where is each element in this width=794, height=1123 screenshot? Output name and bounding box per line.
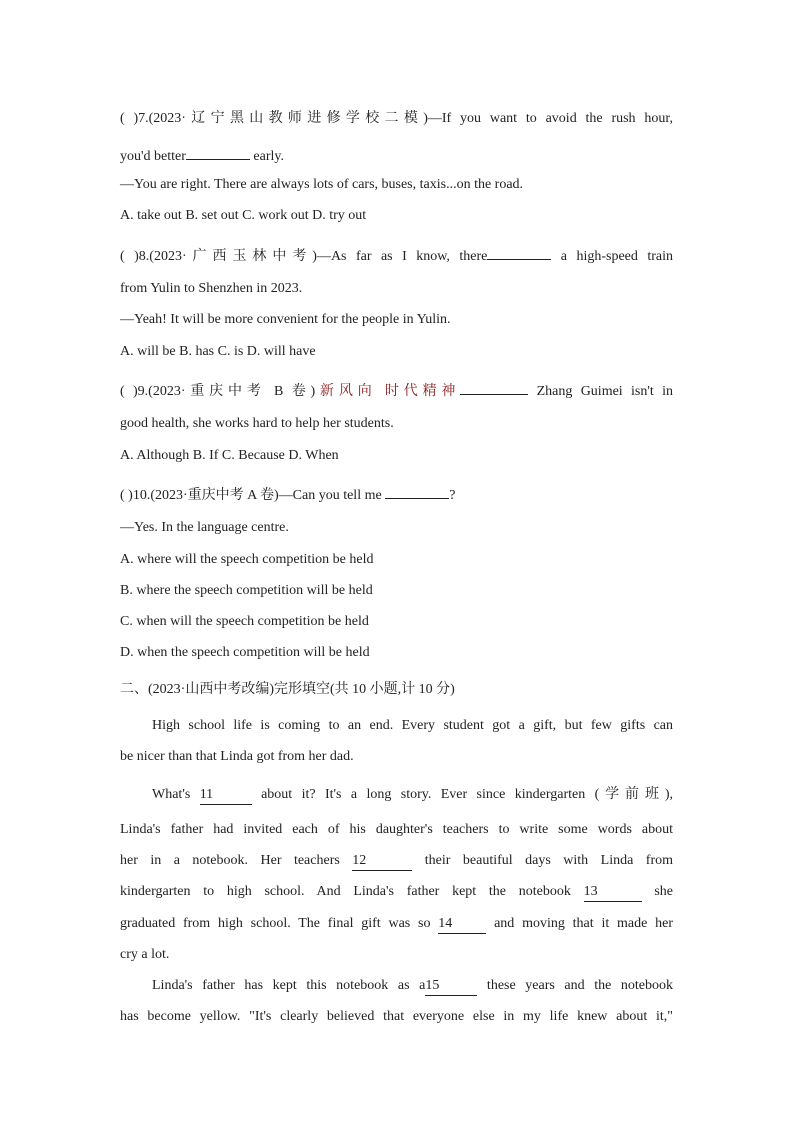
q7-stem-text-3: early. xyxy=(249,149,284,164)
passage-text: she xyxy=(641,884,673,899)
q10-stem-text: ( )10.(2023·重庆中考 A 卷)—Can you tell me xyxy=(120,488,386,503)
q7-response: —You are right. There are always lots of cars, buses, taxis...on the road. xyxy=(120,177,524,192)
q7-options: A. take out B. set out C. work out D. try out xyxy=(120,208,367,223)
q10-answer-blank[interactable] xyxy=(385,484,449,499)
q8-options: A. will be B. has C. is D. will have xyxy=(120,344,316,359)
q8-stem-text-2: a high-speed train xyxy=(551,249,673,264)
passage-text: her in a notebook. Her teachers xyxy=(120,853,353,868)
q9-answer-blank[interactable] xyxy=(460,380,528,395)
q9-stem-text: ( )9.(2023·重庆中考 B 卷) xyxy=(120,384,316,399)
q9-theme-tag: 新风向 时代精神 xyxy=(315,384,461,399)
passage-p2-line5 xyxy=(120,915,673,934)
q9-stem-line2: good health, she works hard to help her students. xyxy=(120,416,394,431)
passage-p2-line1 xyxy=(120,786,673,805)
blank-15[interactable]: 15 xyxy=(425,977,477,996)
q7-stem-text: ( )7.(2023·辽宁黑山教师进修学校二模)—If you want to avoid the rush hour, xyxy=(120,111,673,126)
passage-p1-line1 xyxy=(120,717,673,735)
q7-stem-line1 xyxy=(120,110,673,128)
passage-text: Linda's father had invited each of his daughter's teachers to write some words about xyxy=(120,822,673,837)
passage-text: kindergarten to high school. And Linda's father kept the notebook xyxy=(120,884,584,899)
passage-p2-line4 xyxy=(120,883,673,902)
q7-stem-line2 xyxy=(120,145,284,166)
q10-option-a: A. where will the speech competition be held xyxy=(120,552,374,567)
q9-stem-line1 xyxy=(120,380,673,401)
q10-stem-line1 xyxy=(120,484,455,505)
passage-text: Linda's father has kept this notebook as a xyxy=(152,978,426,993)
passage-p3-line1 xyxy=(120,977,673,996)
blank-12[interactable]: 12 xyxy=(352,852,412,871)
passage-text: has become yellow. "It's clearly believed that everyone else in my life knew about it," xyxy=(120,1009,673,1024)
passage-text: these years and the notebook xyxy=(477,978,673,993)
q10-option-d: D. when the speech competition will be held xyxy=(120,645,370,660)
blank-11[interactable]: 11 xyxy=(200,786,252,805)
q8-response: —Yeah! It will be more convenient for the people in Yulin. xyxy=(120,312,451,327)
passage-p3-line2 xyxy=(120,1008,673,1026)
q7-answer-blank[interactable] xyxy=(186,145,250,160)
q8-stem-line1 xyxy=(120,245,673,266)
passage-text: What's xyxy=(152,787,200,802)
q10-stem-text-2: ? xyxy=(449,488,456,503)
passage-text: about it? It's a long story. Ever since kindergarten (学前班), xyxy=(251,787,673,802)
passage-text: their beautiful days with Linda from xyxy=(412,853,673,868)
blank-13[interactable]: 13 xyxy=(584,883,642,902)
section-heading: 二、(2023·山西中考改编)完形填空(共 10 小题,计 10 分) xyxy=(120,682,455,697)
passage-text: graduated from high school. The final gift was so xyxy=(120,916,439,931)
passage-text: High school life is coming to an end. Every student got a gift, but few gifts can xyxy=(152,718,673,733)
q9-options: A. Although B. If C. Because D. When xyxy=(120,448,339,463)
passage-p1-line2: be nicer than that Linda got from her dad. xyxy=(120,749,354,764)
q10-response: —Yes. In the language centre. xyxy=(120,520,289,535)
passage-p2-line3 xyxy=(120,852,673,871)
passage-p2-line6: cry a lot. xyxy=(120,947,170,962)
q8-stem-text: ( )8.(2023·广西玉林中考)—As far as I know, there xyxy=(120,249,488,264)
q10-option-b: B. where the speech competition will be held xyxy=(120,583,373,598)
q10-option-c: C. when will the speech competition be held xyxy=(120,614,369,629)
q7-stem-text-2: you'd better xyxy=(120,149,186,164)
passage-text: and moving that it made her xyxy=(486,916,673,931)
passage-p2-line2 xyxy=(120,821,673,839)
q8-answer-blank[interactable] xyxy=(487,245,551,260)
blank-14[interactable]: 14 xyxy=(438,915,486,934)
q8-stem-line2: from Yulin to Shenzhen in 2023. xyxy=(120,281,303,296)
q9-stem-text-2: Zhang Guimei isn't in xyxy=(528,384,674,399)
